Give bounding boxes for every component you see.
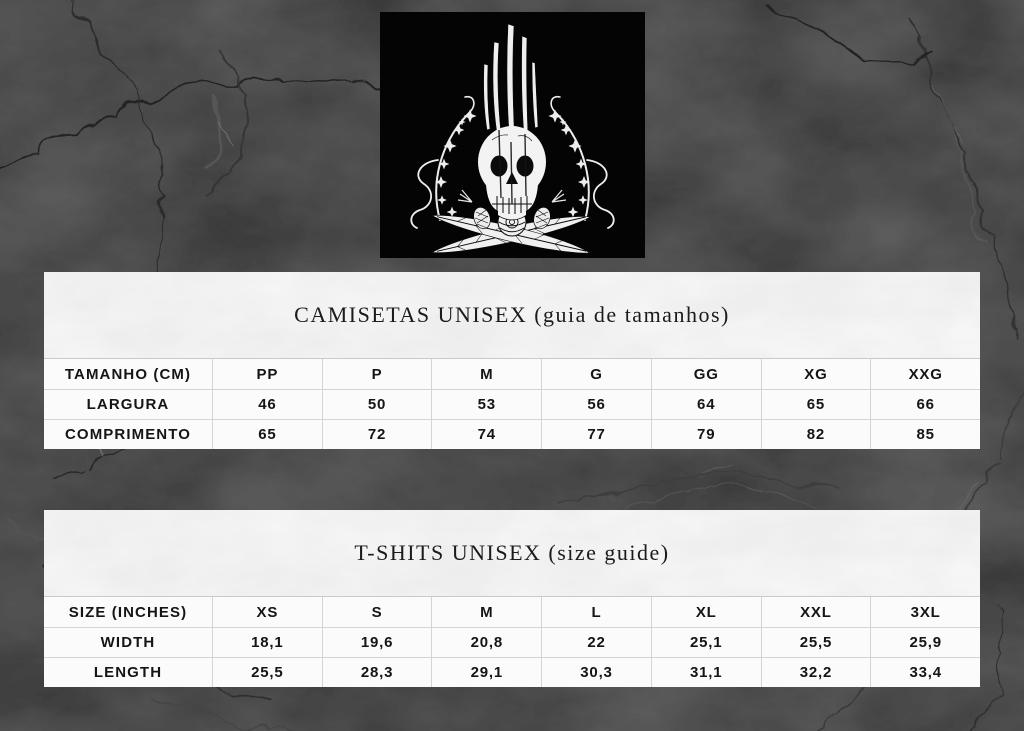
row-label: LARGURA: [44, 389, 212, 419]
table-cell: 79: [651, 419, 761, 449]
table-cell: 56: [541, 389, 651, 419]
column-header: XXG: [870, 359, 980, 389]
table-cell: 22: [541, 627, 651, 657]
table-cell: 46: [212, 389, 322, 419]
cm-size-guide-panel: [44, 272, 980, 449]
table-cell: 25,5: [761, 627, 871, 657]
row-label: COMPRIMENTO: [44, 419, 212, 449]
column-header: P: [322, 359, 432, 389]
table-cell: 20,8: [431, 627, 541, 657]
table-cell: 64: [651, 389, 761, 419]
cm-title-band: [44, 272, 980, 358]
table-cell: 74: [431, 419, 541, 449]
inches-size-table: [44, 596, 980, 687]
table-cell: 29,1: [431, 657, 541, 687]
table-cell: 18,1: [212, 627, 322, 657]
column-header: GG: [651, 359, 761, 389]
cm-size-table: [44, 358, 980, 449]
table-cell: 30,3: [541, 657, 651, 687]
column-header: XG: [761, 359, 871, 389]
column-header: TAMANHO (CM): [44, 359, 212, 389]
table-cell: 25,9: [870, 627, 980, 657]
table-cell: 85: [870, 419, 980, 449]
column-header: XL: [651, 597, 761, 627]
table-cell: 82: [761, 419, 871, 449]
column-header: XXL: [761, 597, 871, 627]
table-cell: 72: [322, 419, 432, 449]
column-header: S: [322, 597, 432, 627]
table-cell: 28,3: [322, 657, 432, 687]
skull-emblem-illustration: [380, 12, 645, 258]
table-cell: 31,1: [651, 657, 761, 687]
logo-box: [380, 12, 645, 258]
column-header: 3XL: [870, 597, 980, 627]
column-header: L: [541, 597, 651, 627]
row-label: WIDTH: [44, 627, 212, 657]
row-label: LENGTH: [44, 657, 212, 687]
cm-table-title: CAMISETAS UNISEX (guia de tamanhos): [294, 302, 730, 327]
table-cell: 66: [870, 389, 980, 419]
table-cell: 65: [212, 419, 322, 449]
column-header: M: [431, 597, 541, 627]
column-header: M: [431, 359, 541, 389]
column-header: PP: [212, 359, 322, 389]
column-header: G: [541, 359, 651, 389]
table-cell: 77: [541, 419, 651, 449]
table-cell: 25,5: [212, 657, 322, 687]
column-header: XS: [212, 597, 322, 627]
table-cell: 25,1: [651, 627, 761, 657]
inches-size-guide-panel: [44, 510, 980, 687]
table-cell: 32,2: [761, 657, 871, 687]
column-header: SIZE (INCHES): [44, 597, 212, 627]
inches-title-band: [44, 510, 980, 596]
table-cell: 53: [431, 389, 541, 419]
table-cell: 50: [322, 389, 432, 419]
table-cell: 19,6: [322, 627, 432, 657]
table-cell: 65: [761, 389, 871, 419]
table-cell: 33,4: [870, 657, 980, 687]
inches-table-title: T-SHITS UNISEX (size guide): [354, 540, 670, 565]
